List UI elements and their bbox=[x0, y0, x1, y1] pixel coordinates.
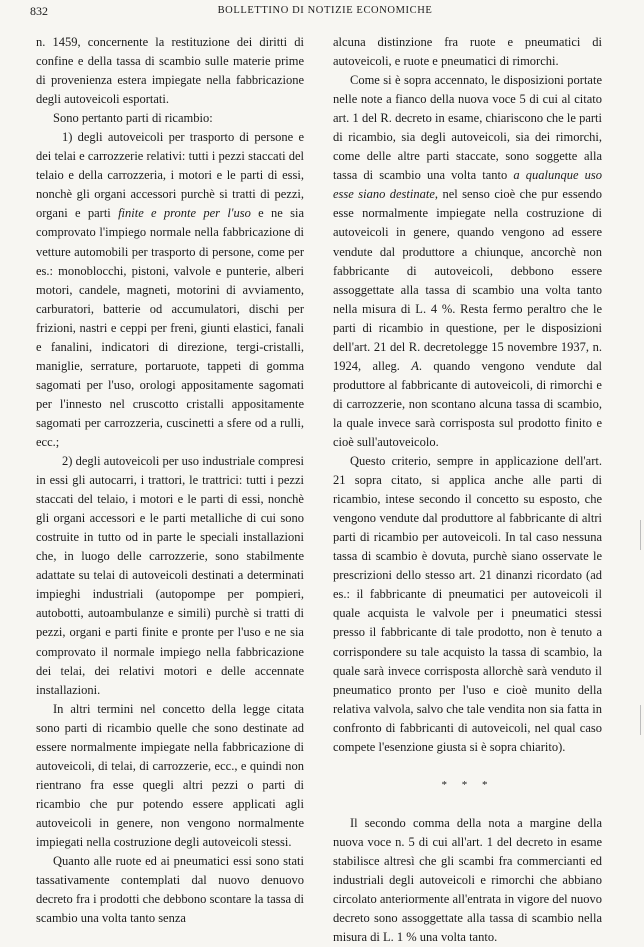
paragraph: Come si è sopra accennato, le disposizioni portate nelle note a fianco della nuova voce 5 di cui al citato art. 1 del R. decreto in esame, chiariscono che le parti di ricambio, sia degli autoveicoli, sia dei rimorchi, come delle altre parti staccate, sono soggette alla tassa di scambio una volta tanto a qualunque uso esse siano destinate, nel senso cioè che pur essendo esse normalmente impiegate nella costruzione di autoveicoli in genere, quando vengono ad essere vendute dal produttore a chiunque, ancorchè non fabbricante di autoveicoli, debbono essere assoggettate alla tassa di scambio una volta tanto nella misura di L. 4 %. Resta fermo peraltro che le parti di ricambio in questione, per le disposizioni dell'art. 21 del R. decretolegge 15 novembre 1937, n. 1924, alleg. A. quando vengono vendute dal produttore al fabbricante di autoveicoli, di rimorchi e di carrozzerie, non scontano alcuna tassa di scambio, la quale invece sarà corrisposta sul prodotto finito e cioè sull'autoveicolo. bbox=[333, 73, 603, 449]
page-header bbox=[30, 4, 620, 20]
paragraph: 2) degli autoveicoli per uso industriale compresi in essi gli autocarri, i trattori, le trattrici: tutti i pezzi staccati del telaio, i motori e le parti di essi, nonchè gli organi accessori e le parti metalliche di cui sono costruite in tutto od in parte le speciali installazioni che, in luogo delle carrozzerie, sono stabilmente adattate su telai di autoveicoli destinati a determinati impieghi industriali (autopompe per pompieri, autobotti, autoambulanze e simili) purchè si tratti di pezzi, organi e parti finite e pronte per l'uso e ne sia comprovato il normale impiego nella fabbricazione dei telai, dei relativi motori e delle accennate installazioni. bbox=[36, 454, 304, 697]
paragraph: alcuna distinzione fra ruote e pneumatici di autoveicoli, e ruote e pneumatici di rimorchi. bbox=[333, 35, 602, 69]
paragraph: 1) degli autoveicoli per trasporto di persone e dei telai e carrozzerie relativi: tutti i pezzi staccati del telaio e della carrozzeria, i motori e le parti di essi, nonchè gli organi accessori purchè si tratti di pezzi, organi e parti finite e pronte per l'uso e ne sia comprovato l'impiego normale nella fabbricazione di vetture automobili per trasporto di persone, come per es.: monoblocchi, pistoni, valvole e punterie, alberi motori, candele, magneti, motorini di avviamento, carburatori, batterie od accumulatori, dischi per frizioni, nastri e ceppi per freni, giunti elastici, fanali e fanalini, indicatori di direzione, tergi-cristalli, maniglie, serrature, portaruote, tappeti di gomma sagomati per l'uso, orologi appositamente sagomati per l'innesto nel cruscotto cristalli appositamente sagomati per carrozzeria, cuscinetti a sfere od a rulli, ecc.; bbox=[36, 130, 304, 449]
right-column bbox=[333, 33, 602, 947]
paragraph: Sono pertanto parti di ricambio: bbox=[53, 111, 213, 126]
left-column bbox=[36, 33, 304, 928]
paragraph: Quanto alle ruote ed ai pneumatici essi sono stati tassativamente contemplati dal nuovo denuovo decreto fra i prodotti che debbono scontare la tassa di scambio una volta tanto senza bbox=[36, 854, 304, 926]
spacer bbox=[333, 757, 602, 776]
paragraph: Il secondo comma della nota a margine della nuova voce n. 5 di cui all'art. 1 del decreto in esame stabilisce altresì che gli scambi fra commercianti ed industriali degli autoveicoli e rimorchi che abbiano circolato anteriormente all'entrata in vigore del nuovo decreto sono assoggettate alla tassa di scambio nella misura di L. 1 % una volta tanto. bbox=[333, 815, 602, 945]
italic-text: a qualunque uso esse siano destinate bbox=[333, 168, 602, 202]
paragraph: In altri termini nel concetto della legge citata sono parti di ricambio quelle che sono destinate ad essere normalmente impiegate nella fabbricazione di autoveicoli, di telai, di carrozzerie, ecc., e quindi non rientrano fra esse quegli altri pezzi o parti di ricambio che pur potendo essere applicati agli autoveicoli in genere, non vengono normalmente impiegati nella costruzione degli autoveicoli stessi. bbox=[36, 701, 304, 849]
running-title: BOLLETTINO DI NOTIZIE ECONOMICHE bbox=[217, 5, 433, 16]
section-separator: * * * bbox=[441, 778, 494, 791]
scan-edge-mark bbox=[640, 520, 641, 550]
spacer bbox=[333, 795, 602, 814]
italic-text: finite e pronte per l'uso bbox=[118, 206, 251, 221]
paragraph: Questo criterio, sempre in applicazione dell'art. 21 sopra citato, si applica anche alle parti di ricambio, intese secondo il concetto su esposto, che vengono vendute dal produttore al fabbricante di altri parti di ricambio per autoveicoli. In tal caso nessuna tassa di scambio è dovuta, purchè siano osservate le prescrizioni dello stesso art. 21 dinanzi ricordato (ad es.: il fabbricante di pneumatici per autoveicoli il quale acquista le valvole per i pneumatici stessi presso il fabbricante di tale prodotto, non è tenuto a corrispondere su tale acquisto la tassa di scambio, la quale sarà invece corrisposta allorchè sarà venduto il pneumatico pronto per l'uso e cioè munito della relativa valvola, salvo che tale vendita non sia fatta in confronto di fabbricanti di autoveicoli, nel qual caso compete l'esenzione giusta si è sopra chiarito). bbox=[333, 454, 602, 754]
paragraph: n. 1459, concernente la restituzione dei diritti di confine e della tassa di scambio sulle materie prime di provenienza estera impiegate nella fabbricazione degli autoveicoli esportati. bbox=[36, 35, 304, 107]
scan-edge-mark bbox=[640, 705, 641, 735]
page-number: 832 bbox=[30, 4, 48, 18]
italic-text: A bbox=[411, 358, 419, 373]
